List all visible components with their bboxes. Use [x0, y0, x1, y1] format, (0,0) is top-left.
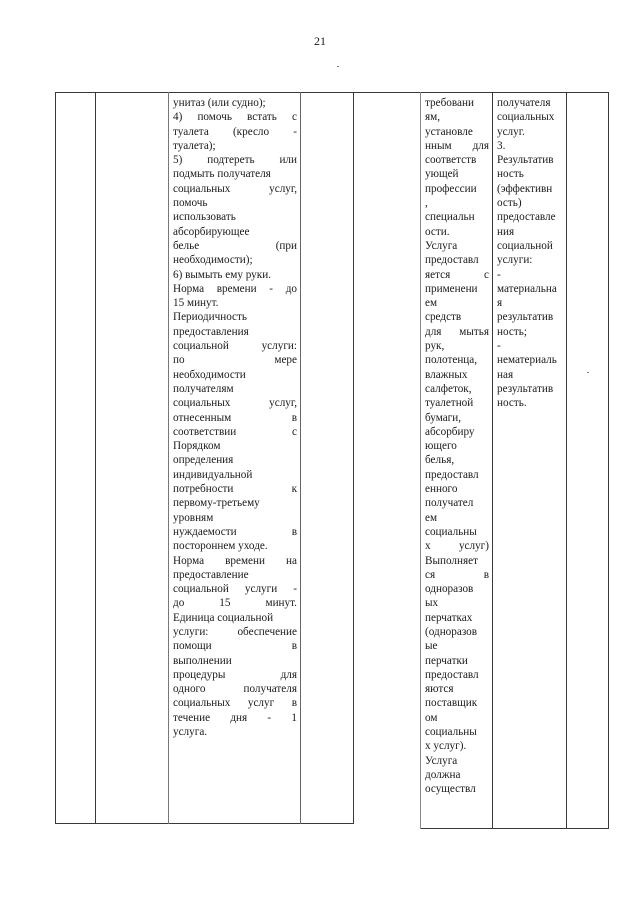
text-line	[425, 539, 489, 553]
text-word: помощи	[173, 640, 212, 653]
text-word: получателя	[243, 683, 297, 696]
text-line: социальных	[497, 111, 555, 124]
text-line: предоставл	[425, 468, 479, 481]
text-word: (при	[275, 239, 297, 252]
text-line: Услуга	[425, 754, 458, 767]
text-line: нематериаль	[497, 354, 557, 367]
text-line: ния	[497, 225, 515, 238]
text-word: встать	[247, 111, 277, 124]
text-word: или	[279, 154, 297, 167]
text-line: унитаз (или судно);	[173, 97, 266, 109]
text-line: должна	[425, 768, 461, 781]
text-line: предоставление	[173, 568, 249, 581]
text-line: одноразов	[425, 583, 474, 596]
text-line: соответств	[425, 154, 477, 167]
text-word: подтереть	[207, 154, 255, 167]
text-line	[173, 668, 297, 682]
text-word: с	[292, 425, 297, 438]
text-word: в	[483, 568, 489, 581]
text-line: абсорбирующее	[173, 225, 250, 238]
text-line	[425, 568, 489, 582]
text-word: -	[293, 125, 297, 138]
text-line: получателя	[497, 97, 551, 109]
text-line: 3.	[497, 139, 506, 152]
text-line: Периодичность	[173, 311, 248, 324]
col-border	[420, 92, 421, 829]
text-word: услуг	[247, 697, 275, 710]
text-word: дня	[230, 711, 248, 724]
text-word: на	[286, 554, 297, 567]
text-line: постороннем уходе.	[173, 540, 268, 553]
cell-service-results	[497, 96, 565, 411]
text-line: предоставления	[173, 325, 249, 338]
text-word: в	[291, 697, 297, 710]
col-border	[168, 92, 169, 824]
text-line: социальны	[425, 525, 477, 538]
text-word: услуг,	[269, 182, 297, 195]
text-line: -	[497, 268, 501, 281]
text-line: Выполняет	[425, 554, 478, 567]
text-line: подмыть получателя	[173, 168, 271, 181]
text-word: по	[173, 354, 185, 367]
text-line: получателям	[173, 382, 234, 395]
text-line: енного	[425, 483, 458, 496]
text-word: услуги:	[173, 625, 209, 638]
text-line: бумаги,	[425, 411, 462, 424]
col-border	[608, 92, 609, 829]
text-word: услуги:	[261, 340, 297, 353]
text-line: первому-третьему	[173, 497, 260, 510]
text-word: Норма	[173, 282, 205, 295]
text-line: х услуг).	[425, 740, 467, 753]
text-word: 4)	[173, 111, 183, 124]
text-word: белье	[173, 239, 200, 252]
text-word: Норма	[173, 554, 205, 567]
text-line: влажных	[425, 368, 468, 381]
text-line: (эффективн	[497, 182, 553, 195]
text-line: ующей	[425, 168, 459, 181]
text-word: с	[292, 111, 297, 124]
text-word: с	[484, 268, 489, 281]
text-line	[173, 525, 297, 539]
text-line: результатив	[497, 311, 554, 324]
text-word: в	[291, 640, 297, 653]
text-word: услуги	[244, 583, 278, 596]
table-top-border	[55, 92, 609, 93]
text-word: социальных	[173, 697, 231, 710]
text-line: туалета);	[173, 139, 216, 152]
text-word: услуг)	[458, 540, 489, 553]
text-line: ые	[425, 640, 438, 653]
text-word: социальных	[173, 397, 231, 410]
text-line	[173, 682, 297, 696]
text-line	[173, 425, 297, 439]
text-line	[173, 282, 297, 296]
text-word: мытья	[459, 325, 489, 338]
text-line	[173, 696, 297, 710]
col-border	[492, 92, 493, 829]
scan-speck	[337, 66, 339, 67]
text-word: времени	[225, 554, 265, 567]
text-line	[173, 339, 297, 353]
text-word: 15	[219, 597, 231, 610]
text-word: -	[267, 711, 272, 724]
text-line: -	[497, 340, 501, 353]
text-line: перчатки	[425, 654, 468, 667]
text-word: ся	[425, 568, 436, 581]
text-line	[173, 554, 297, 568]
text-line: использовать	[173, 211, 236, 224]
text-line	[173, 396, 297, 410]
text-line: социальны	[425, 726, 477, 739]
text-line: ,	[425, 197, 428, 210]
text-line: перчатках	[425, 611, 473, 624]
text-line: определения	[173, 454, 234, 467]
text-line: социальной	[497, 239, 553, 252]
text-line	[173, 482, 297, 496]
text-line: 15 минут.	[173, 297, 219, 310]
text-word: туалета	[173, 125, 209, 138]
text-line: поставщик	[425, 697, 478, 710]
text-word: социальной	[173, 583, 229, 596]
text-line: уровням	[173, 511, 214, 524]
text-line: услуга.	[173, 726, 208, 739]
text-line: необходимости	[173, 368, 246, 381]
text-line: (одноразов	[425, 625, 478, 638]
cell-service-description	[173, 96, 297, 739]
text-line	[425, 325, 489, 339]
cell-service-requirements	[425, 96, 489, 797]
page-number: 21	[314, 34, 326, 48]
text-line: полотенца,	[425, 354, 478, 367]
text-line: салфеток,	[425, 382, 472, 395]
text-line: материальна	[497, 282, 557, 295]
text-word: яется	[425, 268, 451, 281]
text-line: выполнении	[173, 654, 232, 667]
text-word: услуг,	[269, 397, 297, 410]
text-line: результатив	[497, 382, 554, 395]
text-line: я	[497, 297, 503, 310]
col-border	[55, 92, 56, 824]
text-word: 1	[291, 711, 297, 724]
text-word: -	[293, 583, 297, 596]
text-line: средств	[425, 311, 462, 324]
text-line: белья,	[425, 454, 455, 467]
text-word: течение	[173, 711, 211, 724]
text-line: ость)	[497, 197, 522, 210]
text-line: абсорбиру	[425, 425, 475, 438]
text-word: в	[291, 411, 297, 424]
text-line: предоставле	[497, 211, 556, 224]
text-line: услуги:	[497, 254, 533, 267]
text-word: процедуры	[173, 668, 226, 681]
text-line: ям,	[425, 111, 441, 124]
text-line: ем	[425, 297, 438, 310]
text-word: -	[269, 282, 274, 295]
text-line: осуществл	[425, 783, 476, 796]
text-word: для	[280, 668, 297, 681]
text-word: одного	[173, 683, 206, 696]
text-word: до	[173, 597, 185, 610]
text-line: Порядком	[173, 440, 221, 453]
text-line: ом	[425, 711, 438, 724]
text-word: помочь	[197, 111, 232, 124]
text-word: отнесенным	[173, 411, 232, 424]
col-border	[353, 92, 354, 824]
text-line: специальн	[425, 211, 475, 224]
text-line	[173, 153, 297, 167]
text-line: необходимости);	[173, 254, 253, 267]
text-line: предоставл	[425, 254, 479, 267]
text-word: мере	[274, 354, 297, 367]
text-line: ых	[425, 597, 439, 610]
text-line: помочь	[173, 197, 208, 210]
text-line: ность.	[497, 397, 527, 410]
text-line: ная	[497, 368, 514, 381]
text-line: ости.	[425, 225, 450, 238]
text-line	[173, 411, 297, 425]
text-line	[425, 268, 489, 282]
text-word: до	[285, 282, 297, 295]
text-line: требовани	[425, 97, 474, 109]
text-line: установле	[425, 125, 473, 138]
text-word: нным	[425, 139, 452, 152]
text-line	[173, 625, 297, 639]
text-line	[173, 110, 297, 124]
text-line: услуг.	[497, 125, 525, 138]
text-line: ность	[497, 168, 524, 181]
text-word: времени	[216, 282, 257, 295]
text-word: для	[425, 325, 442, 338]
text-word: социальной	[173, 340, 229, 353]
text-word: (кресло	[232, 125, 270, 138]
text-line: 6) вымыть ему руки.	[173, 268, 271, 281]
text-line: ющего	[425, 440, 457, 453]
text-line: ем	[425, 511, 438, 524]
text-line: ность;	[497, 325, 527, 338]
table-bottom-border-right	[420, 828, 609, 829]
text-word: обеспечение	[237, 625, 297, 638]
col-border	[300, 92, 301, 824]
col-border	[95, 92, 96, 824]
text-line: профессии	[425, 182, 477, 195]
text-line	[173, 711, 297, 725]
text-word: социальных	[173, 182, 231, 195]
text-word: соответствии	[173, 425, 237, 438]
text-word: минут.	[265, 597, 297, 610]
text-line	[173, 125, 297, 139]
text-line	[173, 182, 297, 196]
text-line: применени	[425, 282, 478, 295]
text-line	[173, 596, 297, 610]
text-word: нуждаемости	[173, 525, 237, 538]
text-line: индивидуальной	[173, 468, 253, 481]
text-word: 5)	[173, 154, 183, 167]
text-line: яются	[425, 683, 454, 696]
text-line: туалетной	[425, 397, 474, 410]
text-line: получател	[425, 497, 474, 510]
text-line: предоставл	[425, 668, 479, 681]
text-line: Результатив	[497, 154, 554, 167]
text-word: х	[425, 540, 431, 553]
text-line	[173, 239, 297, 253]
text-word: для	[472, 139, 489, 152]
text-line: рук,	[425, 340, 445, 353]
text-line: Единица социальной	[173, 611, 274, 624]
text-line	[173, 639, 297, 653]
scan-speck	[587, 372, 589, 373]
table-bottom-border-left	[55, 823, 353, 824]
text-line	[173, 582, 297, 596]
text-word: к	[291, 483, 297, 496]
text-line: Услуга	[425, 239, 458, 252]
text-word: в	[291, 525, 297, 538]
text-word: потребности	[173, 483, 234, 496]
text-line	[173, 353, 297, 367]
text-line	[425, 139, 489, 153]
col-border	[566, 92, 567, 829]
